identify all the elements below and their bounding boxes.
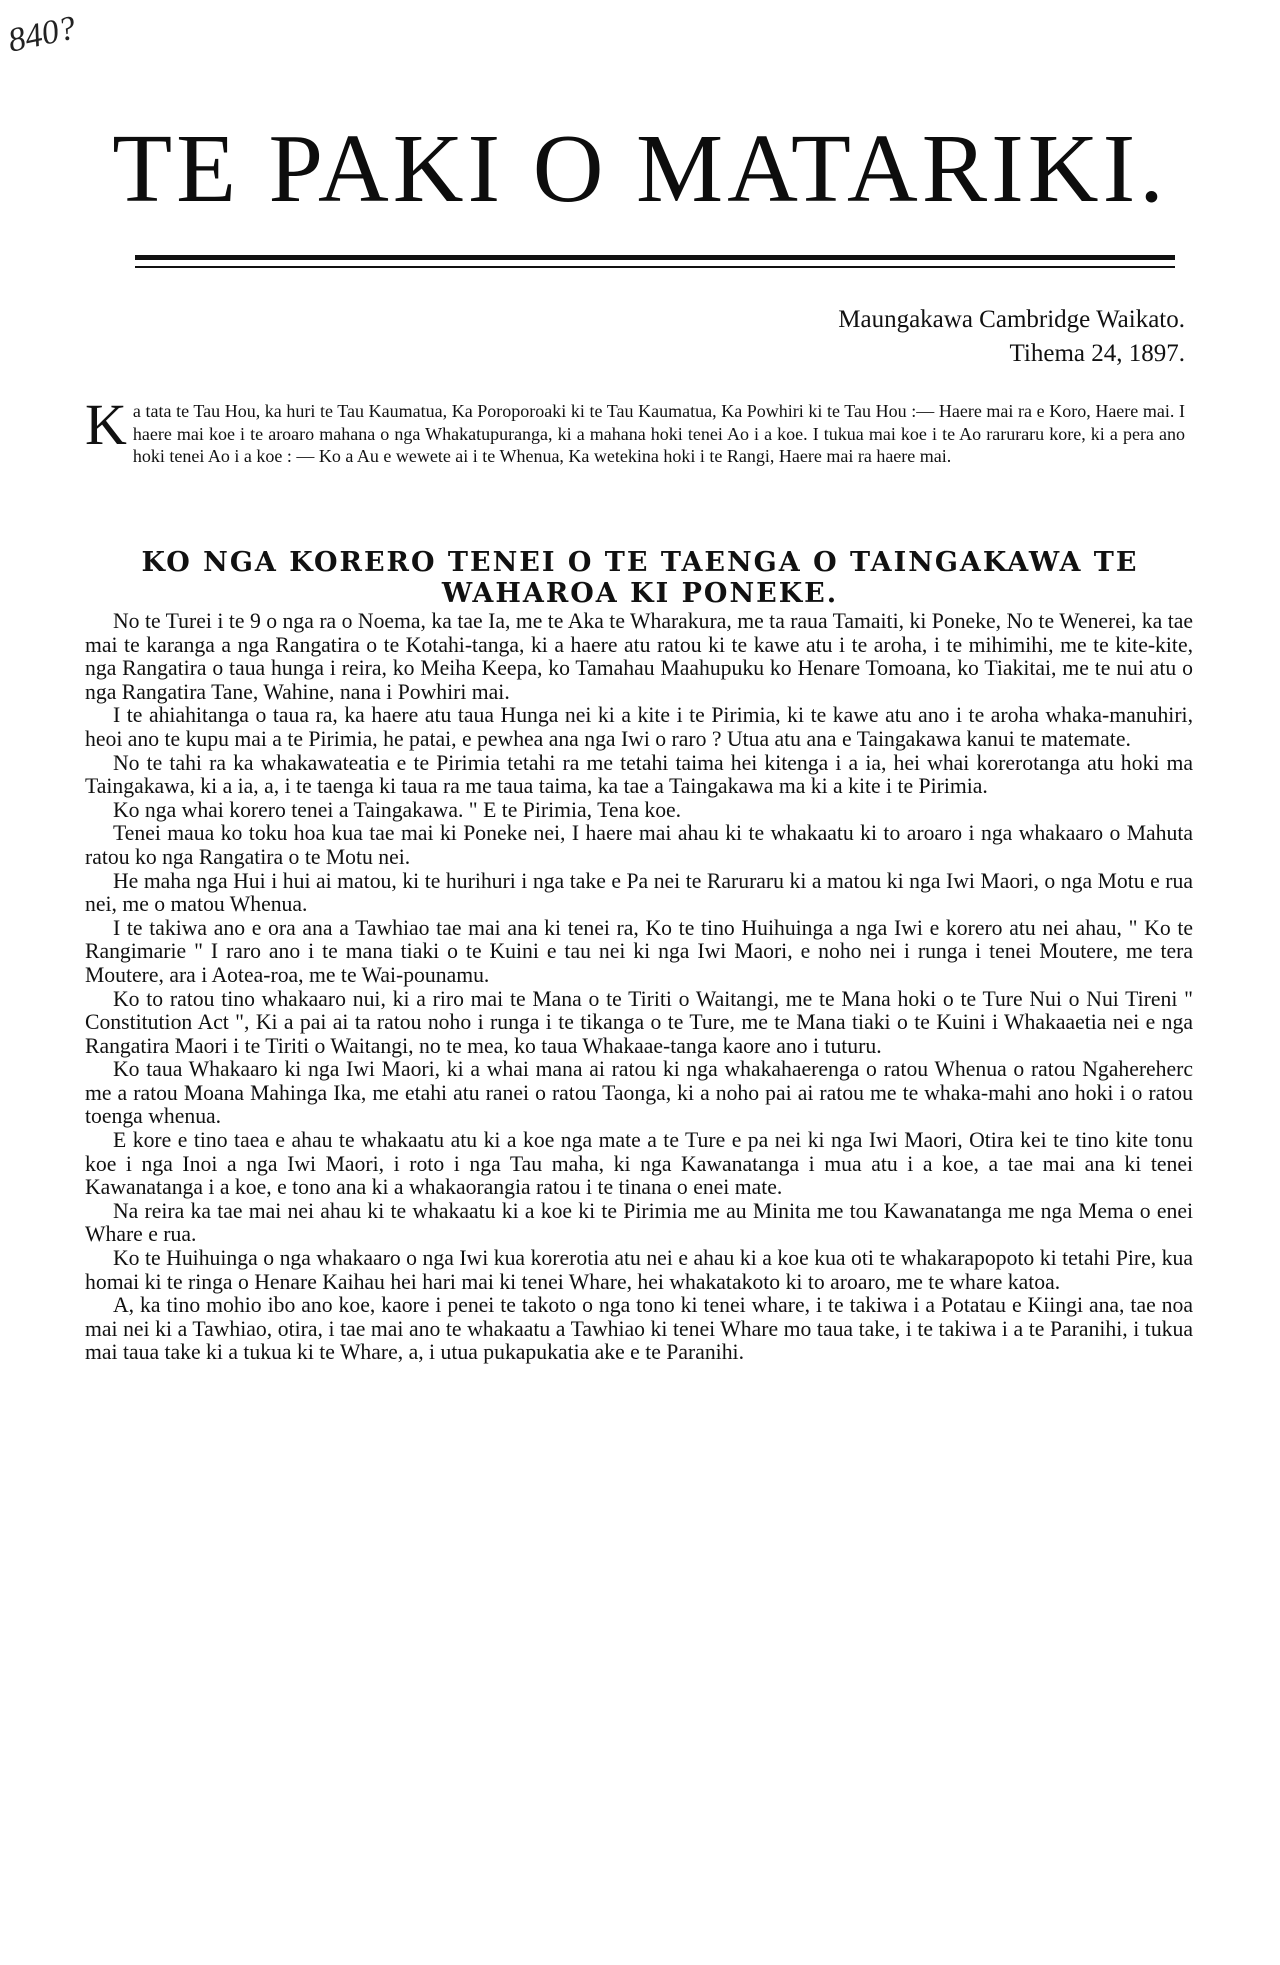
intro-text: a tata te Tau Hou, ka huri te Tau Kaumatua, Ka Poroporoaki ki te Tau Kaumatua, Ka Powhiri ki te Tau Hou :— Haere mai ra e Koro, Haere mai. I haere mai koe i te aroaro mahana o nga Whakatupuranga, ki a mahana hoki tenei Ao i a koe. I tukua mai koe i te Ao raruraru kore, ki a pera ano hoki tenei Ao i a koe : — Ko a Au e wewete ai i te Whenua, Ka wetekina hoki i te Rangi, Haere mai ra haere mai. [132,401,1185,466]
dateline-place: Maungakawa Cambridge Waikato. [838,306,1185,333]
body-paragraph: I te takiwa ano e ora ana a Tawhiao tae mai ana ki tenei ra, Ko te tino Huihuinga a nga Iwi e korero atu nei ahau, " Ko te Rangimarie " I raro ano i te mana tiaki o te Kuini e tau nei ki nga Iwi Maori, e noho nei i runga i tenei Moutere, me tera Moutere, ara i Aotea-roa, me te Wai-pounamu. [85,915,1193,987]
body-paragraph: Ko to ratou tino whakaaro nui, ki a riro mai te Mana o te Tiriti o Waitangi, me te Mana hoki o te Ture Nui o Nui Tireni " Constitution Act ", Ki a pai ai ta ratou noho i runga i te tikanga o te Ture, me te Mana tiaki o te Kuini i Whakaaetia nei e nga Rangatira Maori i te Tiriti o Waitangi, no te mea, ko taua Whakaae-tanga kaore ano i tuturu. [85,986,1193,1058]
article-body [85,610,1193,1365]
body-paragraph: I te ahiahitanga o taua ra, ka haere atu taua Hunga nei ki a kite i te Pirimia, ki te kawe atu ano i te aroha whaka-manuhiri, heoi ano te kupu mai a te Pirimia, he patai, e pewhea ana nga Iwi o raro ? Utua atu ana e Taingakawa kanui te matemate. [85,703,1193,751]
body-paragraph: A, ka tino mohio ibo ano koe, kaore i penei te takoto o nga tono ki tenei whare, i te takiwa i a Potatau e Kiingi ana, tae noa mai nei ki a Tawhiao, otira, i tae mai ano te whakaatu a Tawhiao ki tenei Whare mo taua take, i te takiwa i a te Paranihi, i tukua mai taua take ki a tukua ki te Whare, a, i utua pukapukatia ake e te Paranihi. [85,1293,1193,1365]
intro-paragraph [85,392,1185,468]
article-heading: KO NGA KORERO TENEI O TE TAENGA O TAINGAKAWA TE WAHAROA KI PONEKE. [141,547,1139,609]
body-paragraph: He maha nga Hui i hui ai matou, ki te hurihuri i nga take e Pa nei te Raruraru ki a matou ki nga Iwi Maori, o nga Motu e rua nei, me o matou Whenua. [85,868,1193,917]
masthead-rule-thin [135,266,1175,268]
body-paragraph: Ko te Huihuinga o nga whakaaro o nga Iwi kua korerotia atu nei e ahau ki a koe kua oti te whakarapopoto ki tetahi Pire, kua homai ki te ringa o Henare Kaihau hei hari mai ki tenei Whare, hei whakatakoto ki to aroaro, me te whare katoa. [85,1246,1193,1294]
body-paragraph: Tenei maua ko toku hoa kua tae mai ki Poneke nei, I haere mai ahau ki te whakaatu ki to aroaro i nga whakaaro o Mahuta ratou ko nga Rangatira o te Motu nei. [85,821,1193,869]
handwritten-margin-note: 840? [4,9,79,60]
body-paragraph: E kore e tino taea e ahau te whakaatu atu ki a koe nga mate a te Ture e pa nei ki nga Iwi Maori, Otira kei te tino kite tonu koe i nga Inoi a nga Iwi Maori, i roto i nga Tau maha, ki nga Kawanatanga i mua atu i a koe, a tae mai ana ki tenei Kawanatanga i a koe, e tono ana ki a whakaorangia ratou i te tinana o enei mate. [85,1128,1193,1200]
body-paragraph: No te Turei i te 9 o nga ra o Noema, ka tae Ia, me te Aka te Wharakura, me ta raua Tamaiti, ki Poneke, No te Wenerei, ka tae mai te karanga a nga Rangatira o te Kotahi-tanga, ki a haere atu ratou ki te kawe atu i te aroha, i te mihimihi, me te kite-kite, nga Rangatira o taua hunga i reira, ko Meiha Keepa, ko Tamahau Maahupuku ko Henare Tomoana, ko Tiakitai, me te nui atu o nga Rangatira Tane, Wahine, nana i Powhiri mai. [85,609,1193,704]
dateline [838,303,1185,371]
body-paragraph: Ko taua Whakaaro ki nga Iwi Maori, ki a whai mana ai ratou ki nga whakahaerenga o ratou Whenua o ratou Ngahereherc me a ratou Moana Mahinga Ika, me etahi atu ranei o ratou Taonga, ki a noho pai ai ratou me te whaka-mahi ano hoki i o ratou toenga whenua. [85,1057,1193,1129]
masthead-rule-thick [135,255,1175,260]
dateline-date: Tihema 24, 1897. [1009,340,1185,367]
body-paragraph: Ko nga whai korero tenei a Taingakawa. " E te Pirimia, Tena koe. [113,797,682,822]
intro-dropcap: K [85,392,127,457]
body-paragraph: Na reira ka tae mai nei ahau ki te whakaatu ki a koe ki te Pirimia me au Minita me tou Kawanatanga me nga Mema o enei Whare e rua. [85,1198,1193,1247]
masthead-title: TE PAKI O MATARIKI. [112,115,1168,223]
body-paragraph: No te tahi ra ka whakawateatia e te Pirimia tetahi ra me tetahi taima hei kitenga i a ia, hei whai korerotanga atu hoki ma Taingakawa, ki a ia, a, i te taenga ki taua ra me taua taima, ka tae a Taingakawa ma ki a kite i te Pirimia. [85,750,1193,799]
